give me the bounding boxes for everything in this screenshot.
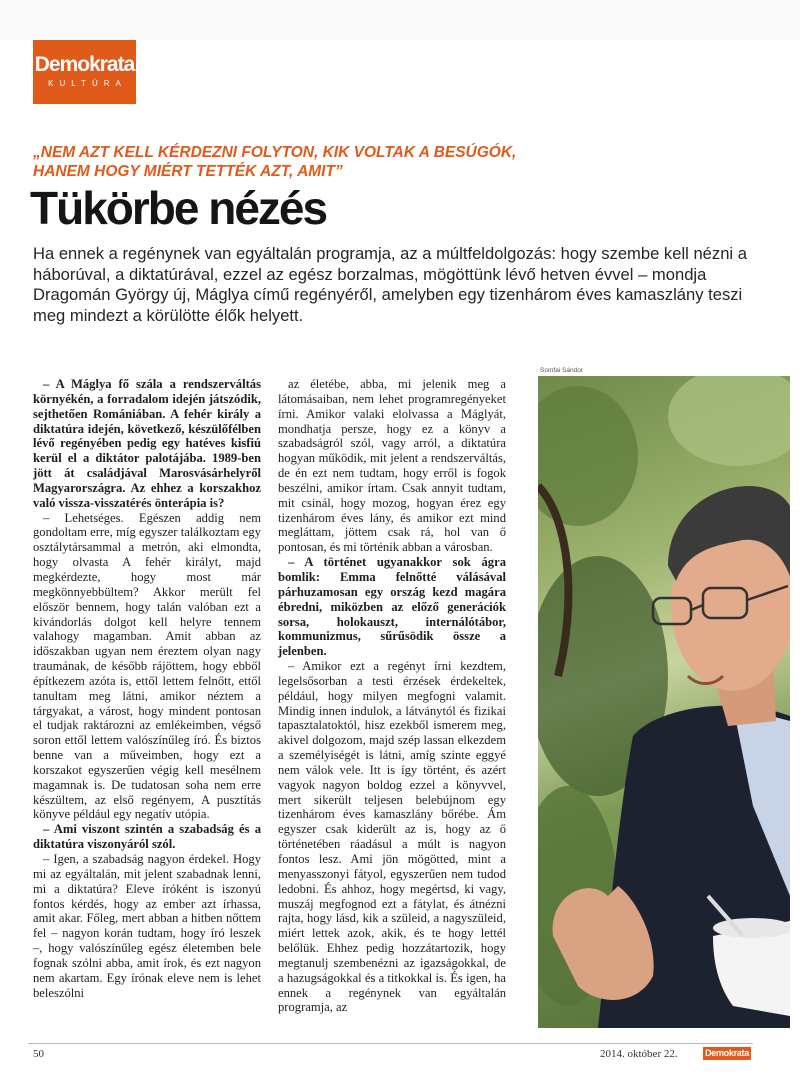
interview-question: – A Máglya fő szála a rendszerváltás környékén, a forradalom idején játszódik, sejthetően Romániában. A fehér király a diktatúra idején, következő, készülőfélben lévő regényében pedig egy hatéves kisfiú kerül el a diktátor palotájába. 1989-ben jött át családjával Marosvásárhelyről Magyarországra. Az ehhez a korszakhoz való vissza-visszatérés önterápia is? <box>33 377 261 510</box>
page-number: 50 <box>33 1048 44 1060</box>
interview-answer: – Amikor ezt a regényt írni kezdtem, legelsősorban a testi érzések érdekeltek, például, hogy milyen megfogni valamit. Mindig innen indulok, a látványtól és fizikai tapasztalatoktól, hisz ezekből ismerem meg, akivel dolgozom, majd szép lassan elkezdem a személyiségét is látni, amíg szinte eggyé nem válok vele. Itt is így történt, és azért vagyok nagyon boldog ezzel a könyvvel, mert sikerült teljesen belebújnom egy tizenhárom éves kamaszlány bőrébe. Ám egyszer csak kiderült az is, hogy az ő történetében ráadásul a múlt is nagyon fontos lesz. Ami jön mögötted, mint a menyasszonyi fátyol, egyszerűen nem tudod ledobni. És ahhoz, hogy megértsd, ki vagy, muszáj megfognod ezt a fátylat, és átnézni rajta, hogy lásd, kik a szüleid, a nagyszüleid, miért lettek azok, akik, és te hogy lettél belőlük. Ehhez pedig hozzátartozik, hogy megtanulj szembenézni az igazságokkal, de a hazugságokkal és a titkokkal is. És igen, ha ennek a regénynek van egyáltalán programja, az <box>278 659 506 1015</box>
text-column-1 <box>33 377 261 1000</box>
magazine-logo <box>33 40 136 104</box>
footer-logo: Demokrata <box>703 1047 751 1060</box>
article-lead: Ha ennek a regénynek van egyáltalán programja, az a múltfeldolgozás: hogy szembe kell nézni a háborúval, a diktatúrával, ezzel az egész borzalmas, mögöttünk lévő hetven évvel – mondja Dragomán György új, Máglya című regényéről, amelyben egy tizenhárom éves kamaszlány teszi meg mindezt a körülötte élők helyett. <box>33 244 747 325</box>
page-top-margin <box>0 0 800 40</box>
interview-answer: – Lehetséges. Egészen addig nem gondoltam erre, míg egyszer találkoztam egy osztálytársammal a metrón, aki elmondta, hogy olvasta A fehér királyt, majd megkérdezte, hogy most már megkönnyebbültem? Akkor merült fel először bennem, hogy talán valóban ezt a kivándorlás dolgot kell helyre tennem valahogy magamban. Amit abban az időszakban ugyan nem éreztem olyan nagy traumának, de később rájöttem, hogy ebből építkezem azóta is, ettől lettem felnőtt, ettől tanultam meg látni, amikor néztem a tárgyakat, a várost, hogy mindent pontosan el tudjak raktározni az emlékeimben, végső soron ettől lettem valószínűleg író. És biztos benne van a műveimben, hogy ezt a korszakot egyszerűen végig kell mesélnem magamnak is. De tudatosan soha nem erre készültem, az első regényem, A pusztítás könyve például egy negatív utópia. <box>33 510 261 822</box>
article-headline: Tükörbe nézés <box>30 182 327 234</box>
interview-question: – A történet ugyanakkor sok ágra bomlik: Emma felnőtté válásával párhuzamosan egy ország kezd magára ébredni, miközben az előző generációk sorsa, holokauszt, internálótábor, kommunizmus, sűrűsödik össze a jelenben. <box>278 555 506 659</box>
interview-question: – Ami viszont szintén a szabadság és a diktatúra viszonyáról szól. <box>33 822 261 852</box>
author-portrait <box>538 376 790 1028</box>
footer-rule <box>28 1043 753 1044</box>
issue-date: 2014. október 22. <box>600 1048 678 1060</box>
interview-answer: – Igen, a szabadság nagyon érdekel. Hogy mi az egyáltalán, mit jelent szabadnak lenni, mi a diktatúra? Eleve íróként is iszonyú fontos kérdés, hogy az ember azt írhassa, amit akar. Főleg, mert abban a hitben nőttem fel – nagyon korán tudtam, hogy író leszek –, hogy valószínűleg egész életemben bele fognak szólni abba, amit írok, és ezt nagyon nem akartam. Egy írónak eleve nem is lehet beleszólni <box>33 852 261 1000</box>
photo-credit: Somfai Sándor <box>540 367 583 374</box>
interview-answer: az életébe, abba, mi jelenik meg a látomásaiban, nem lehet programregényeket írni. Amikor valaki elolvassa a Máglyát, mondhatja persze, hogy ez a könyv a szabadságról szól, vagy arról, a diktatúra hogyan működik, mit jelent a rendszerváltás, de én ezt nem tudtam, hogy erről is fogok beszélni, amikor írtam. Csak annyit tudtam, mit csinál, hogy mozog, hogyan érez egy tizenhárom éves lány, és amikor ezt mind megláttam, jöttem csak rá, hol van ő pontosan, és mi történik abban a városban. <box>278 377 506 555</box>
logo-section-label: KULTÚRA <box>48 79 127 88</box>
portrait-photo-icon <box>538 376 790 1028</box>
text-column-2 <box>278 377 506 1015</box>
kicker-quote: „NEM AZT KELL KÉRDEZNI FOLYTON, KIK VOLTAK A BESÚGÓK, HANEM HOGY MIÉRT TETTÉK AZT, AMIT” <box>33 144 517 180</box>
logo-wordmark: Demokrata <box>34 53 135 76</box>
